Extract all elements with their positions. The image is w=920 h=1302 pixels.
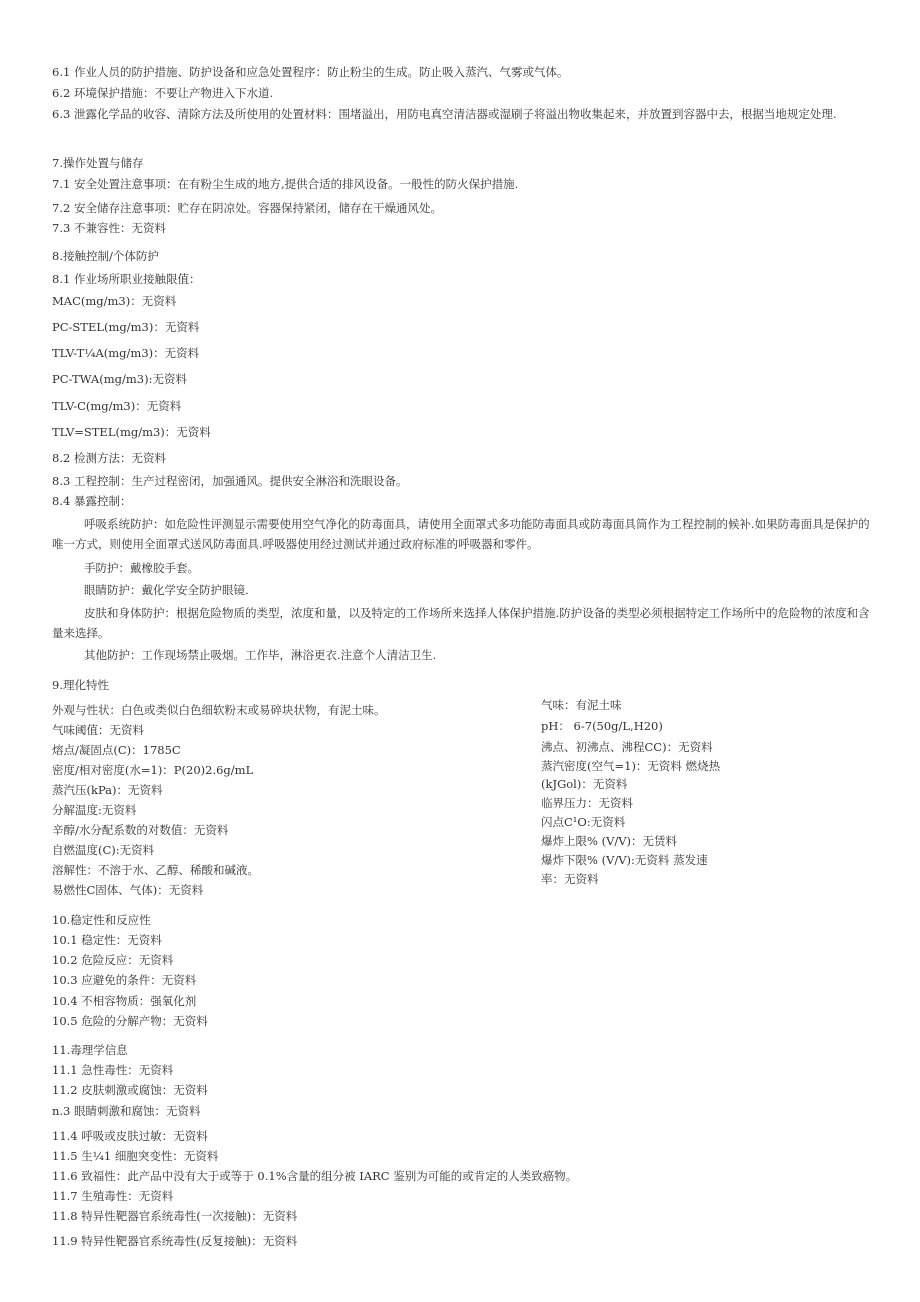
s9-right-4: (kJGol)：无资料: [541, 777, 628, 791]
s9-title: 9.理化特性: [52, 678, 109, 692]
s10-title: 10.稳定性和反应性: [52, 913, 151, 927]
s7-line-2: 7.2 安全储存注意事项：贮存在阴凉处。容器保持紧闭，储存在干燥通风处。: [52, 201, 442, 215]
pc-twa-value: PC-TWA(mg∕m3):无资料: [52, 372, 187, 386]
s9-right-1: pH： 6-7(50g∕L,H20): [541, 719, 663, 733]
respiratory-protection: 呼吸系统防护：如危险性评测显示需要使用空气净化的防毒面具，请使用全面罩式多功能防毒面具或防毒面具筒作为工程控制的候补.如果防毒面具是保护的唯一方式，则使用全面罩式送风防毒面具.呼吸器使用经过测试并通过政府标准的呼吸器和零件。: [52, 517, 870, 551]
pc-stel-value: PC-STEL(mg∕m3)：无资料: [52, 320, 200, 334]
other-protection: 其他防护：工作现场禁止吸烟。工作毕，淋浴更衣.注意个人清洁卫生.: [84, 648, 437, 662]
s10-line-1: 10.1 稳定性：无资料: [52, 933, 162, 947]
s11-title: 11.毒理学信息: [52, 1043, 128, 1057]
eye-protection: 眼睛防护：戴化学安全防护眼镜.: [84, 583, 249, 597]
s9-right-3: 蒸汽密度(空气=1)：无资料 燃烧热: [541, 759, 721, 773]
s6-line-1: 6.1 作业人员的防护措施、防护设备和应急处置程序：防止粉尘的生成。防止吸入蒸汽、气雾或气体。: [52, 65, 569, 79]
s11-line-8: 11.8 特异性靶器官系统毒性(一次接触)：无资料: [52, 1209, 298, 1223]
s8-title: 8.接触控制/个体防护: [52, 249, 159, 263]
s6-line-2: 6.2 环境保护措施：不要让产物进入下水道.: [52, 86, 274, 100]
s11-line-6: 11.6 致福性：此产品中没有大于或等于 0.1%含量的组分被 IARC 鉴别为可能的或肯定的人类致癌物。: [52, 1169, 578, 1183]
tlv-twa-value: TLV-T¼A(mg∕m3)：无资料: [52, 346, 200, 360]
s11-line-2: 11.2 皮肤刺激或腐蚀：无资料: [52, 1083, 208, 1097]
s10-line-3: 10.3 应避免的条件：无资料: [52, 973, 197, 987]
s8-line-4: 8.4 暴露控制：: [52, 494, 132, 508]
s8-line-3: 8.3 工程控制：生产过程密闭，加强通风。提供安全淋浴和洗眼设备。: [52, 474, 408, 488]
s11-line-7: 11.7 生殖毒性：无资料: [52, 1189, 174, 1203]
s7-line-3: 7.3 不兼容性：无资料: [52, 221, 166, 235]
s9-left-9: 易燃性C固体、气体)：无资料: [52, 883, 204, 897]
s10-line-4: 10.4 不相容物质：强氧化剂: [52, 994, 197, 1008]
skin-protection: 皮肤和身体防护：根据危险物质的类型，浓度和量，以及特定的工作场所来选择人体保护措施.防护设备的类型必须根据特定工作场所中的危险物的浓度和含量来选择。: [52, 606, 870, 640]
s7-line-1: 7.1 安全处置注意事项：在有粉尘生成的地方,提供合适的排风设备。一般性的防火保护措施.: [52, 177, 519, 191]
s10-line-2: 10.2 危险反应：无资料: [52, 953, 174, 967]
s11-line-9: 11.9 特异性靶器官系统毒性(反复接触)：无资料: [52, 1234, 298, 1248]
s6-line-3: 6.3 泄露化学品的收容、清除方法及所使用的处置材料：围堵溢出，用防电真空清洁器或湿刷子将溢出物收集起来，并放置到容器中去，根据当地规定处理.: [52, 107, 837, 121]
s9-left-0: 外观与性状：白色或类似白色细软粉末或易碎块状物，有泥土味。: [52, 703, 386, 717]
s9-left-5: 分解温度:无资料: [52, 803, 137, 817]
s10-line-5: 10.5 危险的分解产物：无资料: [52, 1014, 208, 1028]
s9-right-6: 闪点C¹O:无资料: [541, 815, 626, 829]
s9-right-0: 气味：有泥土味: [541, 698, 622, 712]
s9-left-4: 蒸汽压(kPa)：无资料: [52, 783, 163, 797]
s9-right-8: 爆炸下限% (V/V):无资料 蒸发速: [541, 853, 708, 867]
s9-right-2: 沸点、初沸点、沸程CC)：无资料: [541, 740, 713, 754]
s11-line-3: n.3 眼睛刺激和腐蚀：无资料: [52, 1104, 201, 1118]
s11-line-4: 11.4 呼吸或皮肤过敏：无资料: [52, 1129, 208, 1143]
s9-right-7: 爆炸上限% (V/V)：无赁料: [541, 834, 678, 848]
s9-right-9: 率：无资料: [541, 872, 599, 886]
s9-left-7: 自燃温度(C):无资料: [52, 843, 155, 857]
tlv-c-value: TLV-C(mg∕m3)：无资料: [52, 399, 182, 413]
s8-line-1: 8.1 作业场所职业接触限值：: [52, 272, 201, 286]
s9-right-5: 临界压力：无资料: [541, 796, 633, 810]
s9-left-6: 辛醇/水分配系数的对数值：无资料: [52, 823, 229, 837]
s11-line-5: 11.5 生¼1 细胞突变性：无资料: [52, 1149, 219, 1163]
tlv-stel-value: TLV=STEL(mg∕m3)：无资料: [52, 425, 211, 439]
s9-left-2: 熔点/凝固点(C)：1785C: [52, 743, 181, 757]
s9-left-1: 气味阈值：无资料: [52, 723, 144, 737]
mac-value: MAC(mg∕m3)：无资料: [52, 294, 177, 308]
s9-left-3: 密度/相对密度(水=1)：P(20)2.6g∕mL: [52, 763, 254, 777]
s11-line-1: 11.1 急性毒性：无资料: [52, 1063, 174, 1077]
s8-line-2: 8.2 检测方法：无资料: [52, 451, 166, 465]
s7-title: 7.操作处置与储存: [52, 156, 144, 170]
hand-protection: 手防护：戴橡胶手套。: [84, 561, 199, 575]
s9-left-8: 溶解性：不溶于水、乙醇、稀酸和碱液。: [52, 863, 259, 877]
